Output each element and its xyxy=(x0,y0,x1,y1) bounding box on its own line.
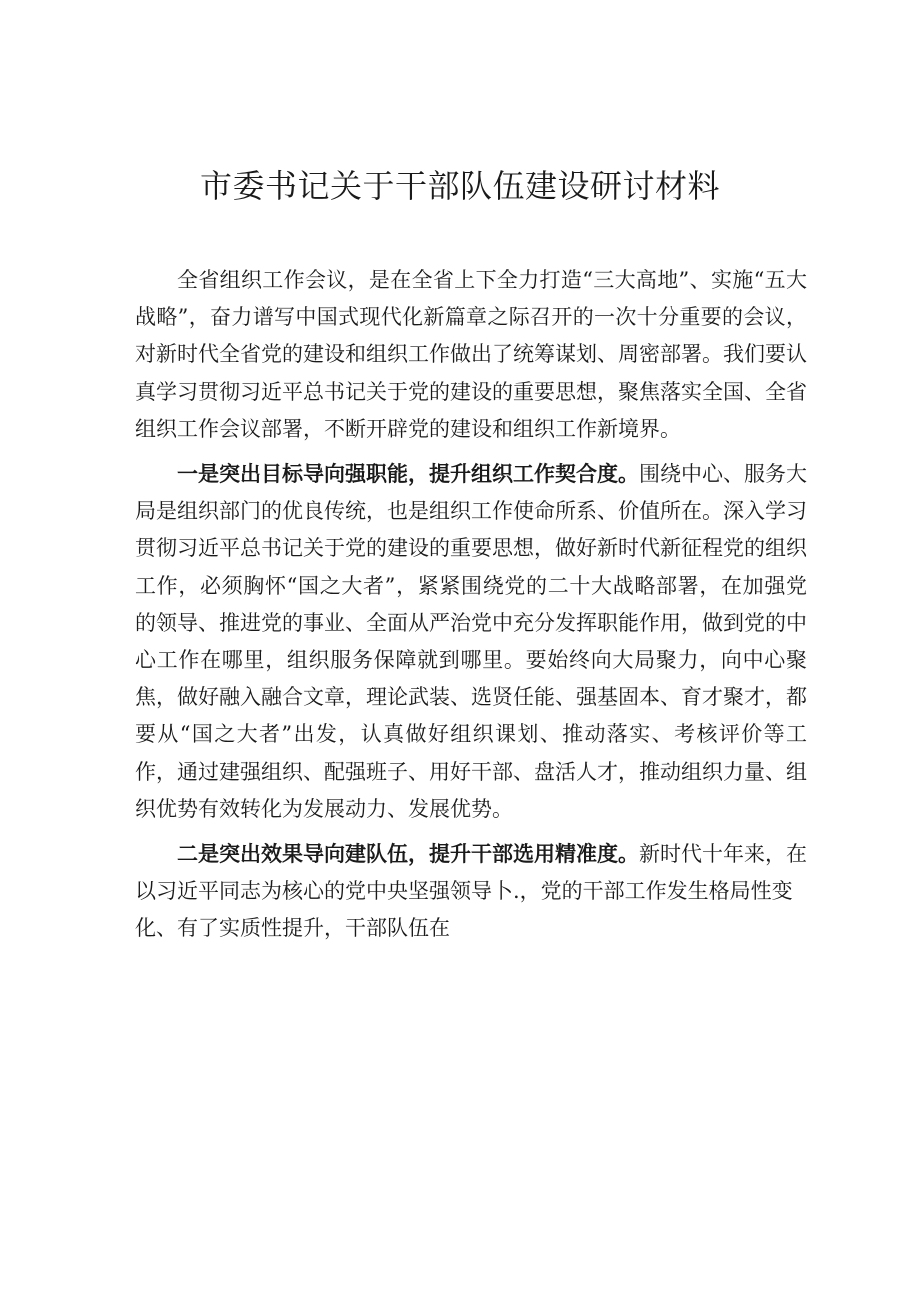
paragraph-point-two xyxy=(135,836,807,948)
document-body xyxy=(135,262,807,956)
document-title: 市委书记关于干部队伍建设研讨材料 xyxy=(199,167,720,205)
paragraph-intro-text: 全省组织工作会议，是在全省上下全力打造“三大高地”、实施“五大战略”，奋力谱写中国式现代化新篇章之际召开的一次十分重要的会议，对新时代全省党的建设和组织工作做出了统筹谋划、周密部署。我们要认真学习贯彻习近平总书记关于党的建设的重要思想，聚焦落实全国、全省组织工作会议部署，不断开辟党的建设和组织工作新境界。 xyxy=(135,268,807,441)
paragraph-point-one-text: 围绕中心、服务大局是组织部门的优良传统，也是组织工作使命所系、价值所在。深入学习贯彻习近平总书记关于党的建设的重要思想，做好新时代新征程党的组织工作，必须胸怀“国之大者”，紧紧围绕党的二十大战略部署，在加强党的领导、推进党的事业、全面从严治党中充分发挥职能作用，做到党的中心工作在哪里，组织服务保障就到哪里。要始终向大局聚力，向中心聚焦，做好融入融合文章，理论武装、选贤任能、强基固本、育才聚才，都要从“国之大者”出发，认真做好组织课划、推动落实、考核评价等工作，通过建强组织、配强班子、用好干部、盘活人才，推动组织力量、组织优势有效转化为发展动力、发展优势。 xyxy=(135,462,807,821)
paragraph-point-one-heading: 一是突出目标导向强职能，提升组织工作契合度。 xyxy=(177,462,639,487)
paragraph-point-two-heading: 二是突出效果导向建队伍，提升干部选用精准度。 xyxy=(177,842,639,867)
paragraph-intro xyxy=(135,262,807,448)
paragraph-point-two-text: 新时代十年来，在以习近平同志为核心的党中央坚强领导卜.，党的干部工作发生格局性变化、有了实质性提升，干部队伍在 xyxy=(135,842,807,941)
paragraph-point-one xyxy=(135,456,807,828)
